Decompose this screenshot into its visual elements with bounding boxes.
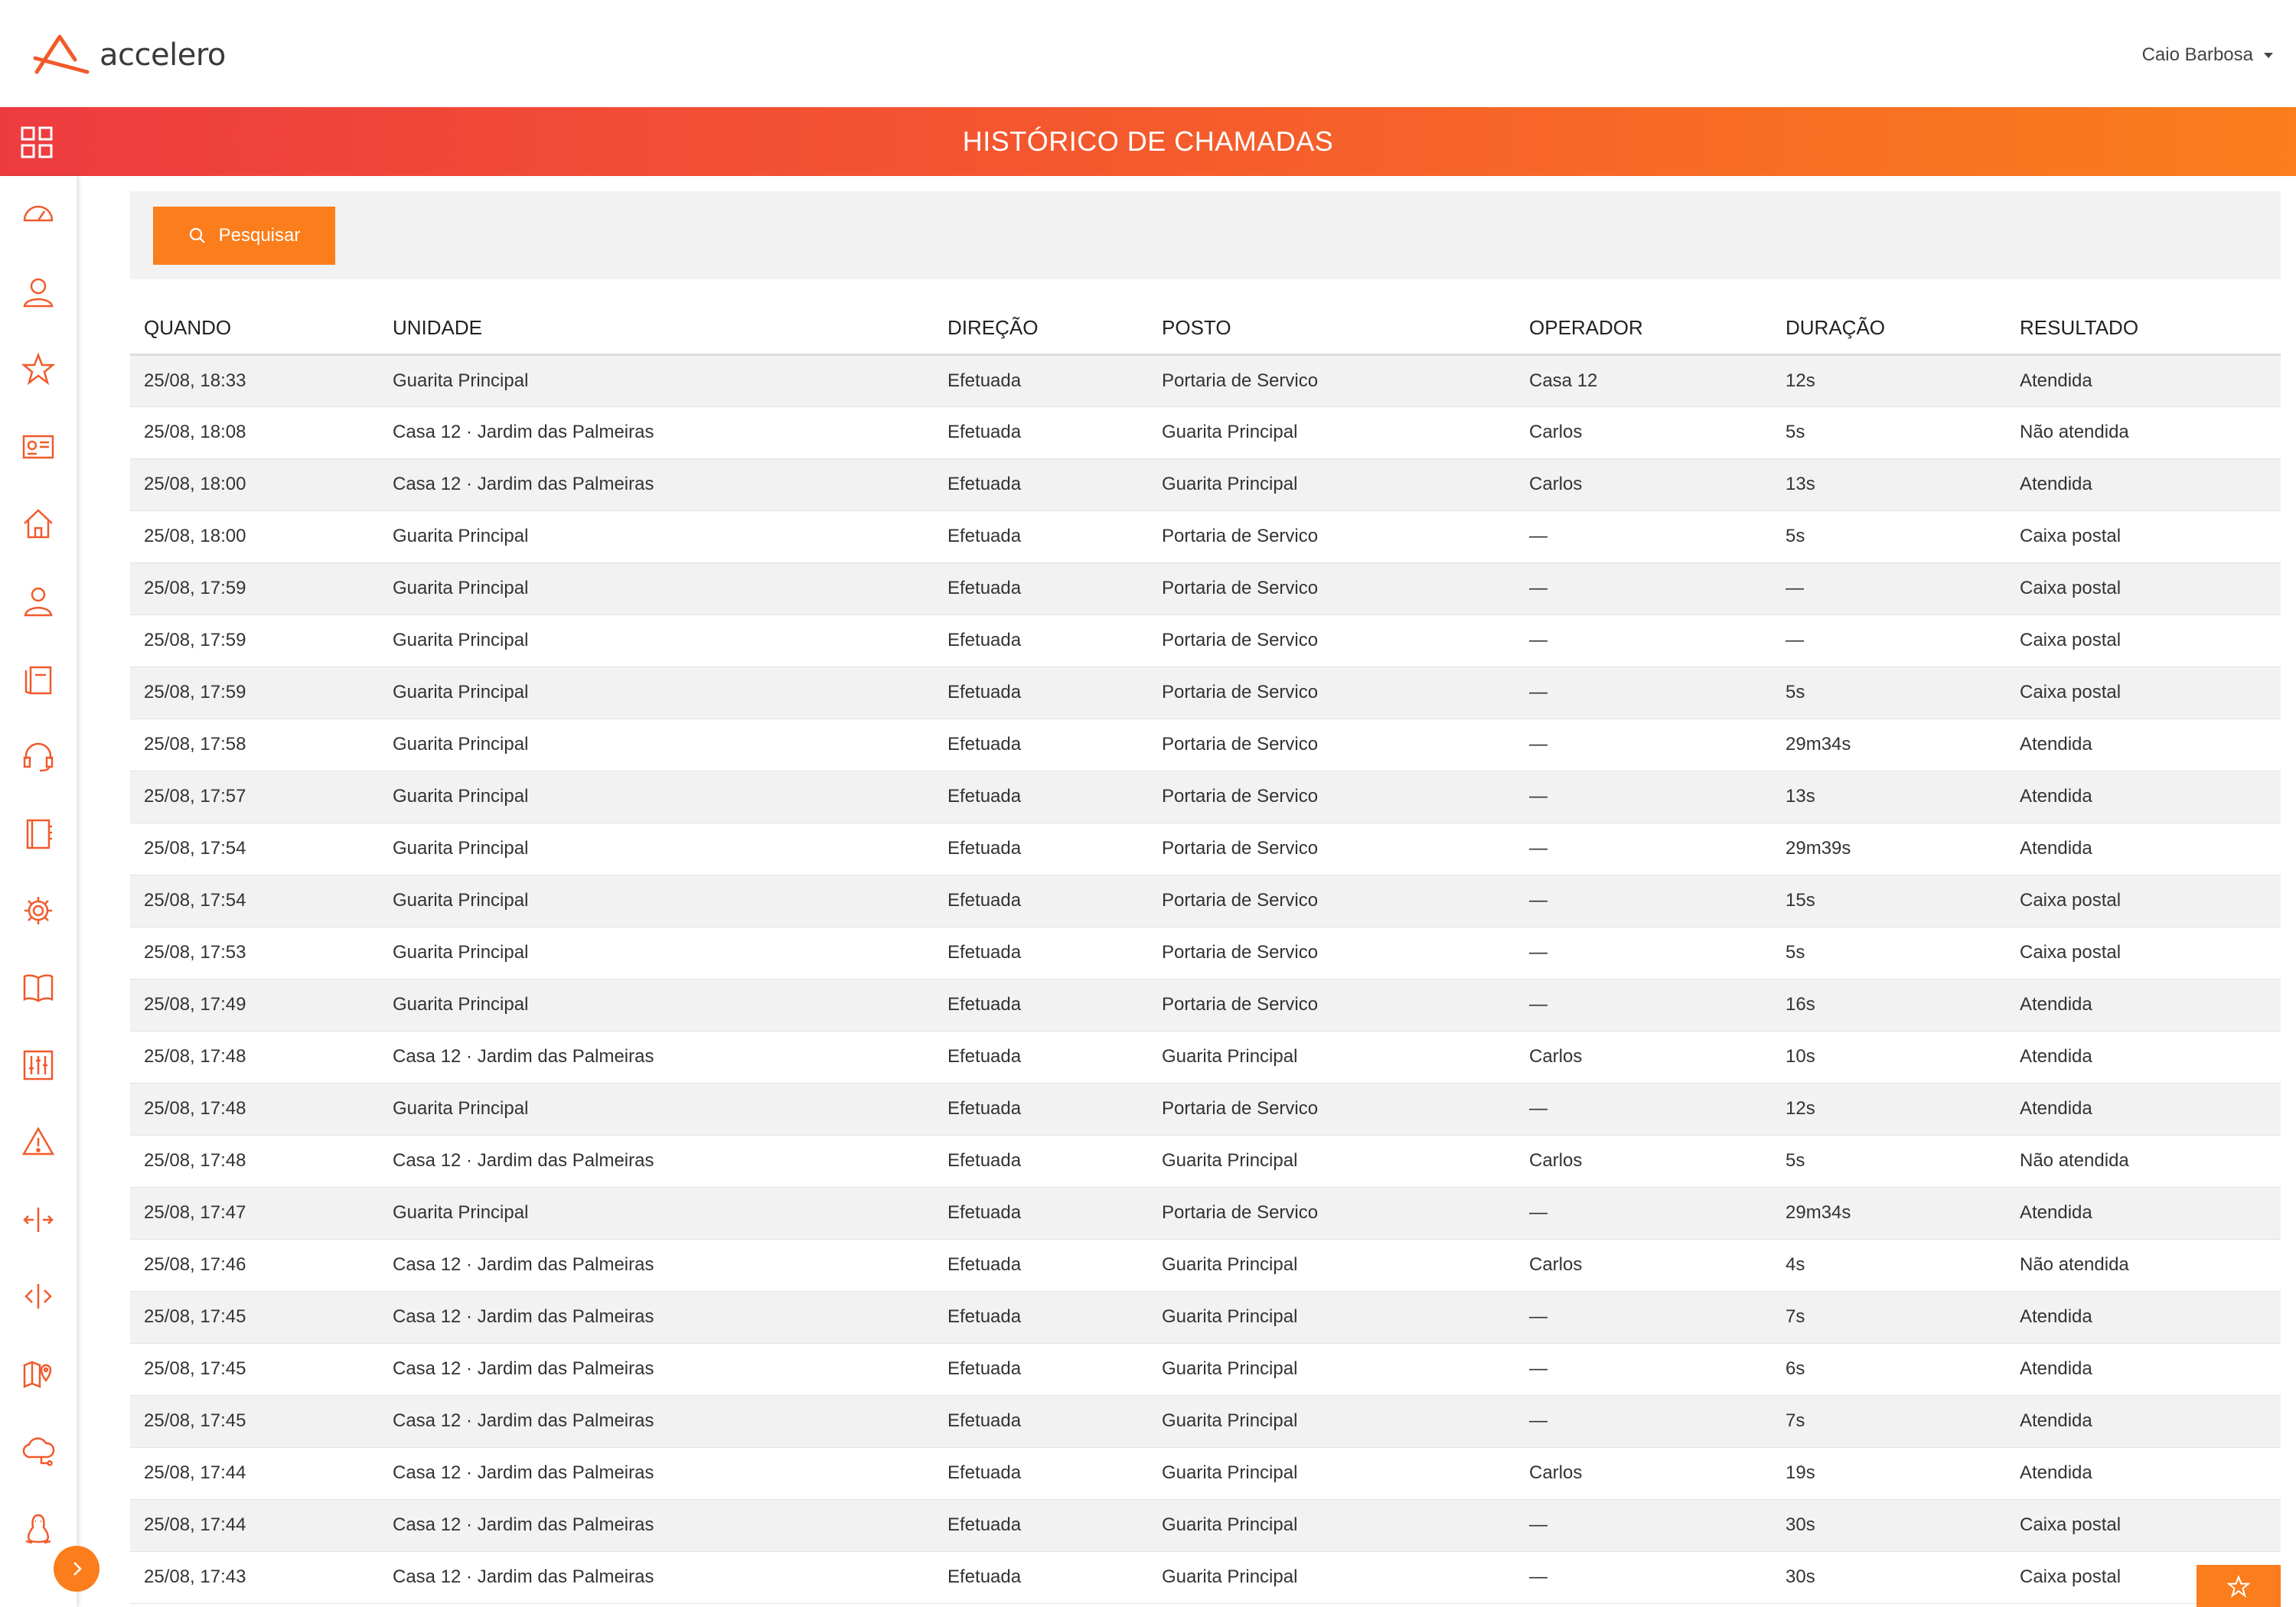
col-unidade-cell: Casa 12 · Jardim das Palmeiras [379,406,934,458]
col-resultado-cell: Atendida [2006,1031,2281,1083]
col-direcao-cell: Efetuada [934,771,1148,823]
book-icon[interactable] [20,969,57,1006]
col-direcao-cell: Efetuada [934,458,1148,510]
col-quando-cell: 25/08, 17:59 [130,614,379,667]
col-duracao-cell: 10s [1772,1031,2006,1083]
col-resultado-cell: Atendida [2006,719,2281,771]
col-unidade-cell: Guarita Principal [379,354,934,406]
col-operador-cell: — [1515,614,1772,667]
col-posto-cell: Portaria de Servico [1148,562,1515,614]
col-operador-cell: Carlos [1515,406,1772,458]
col-quando-cell: 25/08, 17:58 [130,719,379,771]
warning-icon[interactable] [20,1123,57,1160]
table-row[interactable] [130,667,2281,719]
table-row[interactable] [130,1291,2281,1343]
col-direcao-cell: Efetuada [934,1239,1148,1291]
col-unidade-cell: Guarita Principal [379,667,934,719]
accelero-logo[interactable] [32,31,226,80]
col-direcao-cell: Efetuada [934,562,1148,614]
col-resultado-cell: Caixa postal [2006,927,2281,979]
col-operador-cell: — [1515,979,1772,1031]
col-unidade-cell: Guarita Principal [379,771,934,823]
col-posto-cell: Guarita Principal [1148,1239,1515,1291]
col-direcao-cell: Efetuada [934,614,1148,667]
col-direcao-cell: Efetuada [934,354,1148,406]
col-quando-cell: 25/08, 17:59 [130,562,379,614]
documents-icon[interactable] [20,661,57,698]
filter-panel [130,191,2281,279]
col-duracao-cell: 5s [1772,510,2006,562]
col-direcao-cell: Efetuada [934,979,1148,1031]
col-operador-cell: Carlos [1515,1031,1772,1083]
table-row[interactable] [130,875,2281,927]
col-resultado-cell: Caixa postal [2006,875,2281,927]
col-duracao-cell: 30s [1772,1499,2006,1551]
col-posto-cell: Portaria de Servico [1148,719,1515,771]
col-posto-cell: Portaria de Servico [1148,979,1515,1031]
col-direcao-cell: Efetuada [934,667,1148,719]
col-posto-cell: Guarita Principal [1148,406,1515,458]
col-posto-cell: Guarita Principal [1148,1499,1515,1551]
col-unidade-cell: Guarita Principal [379,875,934,927]
col-duracao-cell: 13s [1772,771,2006,823]
col-operador-cell: — [1515,771,1772,823]
star-icon[interactable] [20,350,57,387]
col-posto-cell: Guarita Principal [1148,1031,1515,1083]
col-posto-cell: Guarita Principal [1148,1447,1515,1499]
table-row[interactable] [130,719,2281,771]
split-arrows-icon[interactable] [20,1201,57,1238]
col-posto-cell: Guarita Principal [1148,1551,1515,1603]
col-operador-cell: Carlos [1515,1239,1772,1291]
col-quando-cell: 25/08, 17:54 [130,875,379,927]
col-quando-cell: 25/08, 18:00 [130,510,379,562]
col-quando-cell: 25/08, 17:46 [130,1239,379,1291]
col-resultado-cell: Atendida [2006,1083,2281,1135]
col-resultado-cell: Atendida [2006,1343,2281,1395]
col-quando-cell: 25/08, 17:57 [130,771,379,823]
col-duracao-cell: 29m34s [1772,1187,2006,1239]
col-duracao-cell: 16s [1772,979,2006,1031]
col-operador-cell: — [1515,667,1772,719]
col-direcao-cell: Efetuada [934,1343,1148,1395]
col-posto-cell: Portaria de Servico [1148,510,1515,562]
col-resultado-cell: Atendida [2006,1447,2281,1499]
col-resultado-cell: Atendida [2006,458,2281,510]
map-pin-icon[interactable] [20,1356,57,1393]
search-icon [188,227,207,245]
col-posto-cell: Portaria de Servico [1148,614,1515,667]
table-row[interactable] [130,1499,2281,1551]
home-icon[interactable] [20,505,57,542]
col-resultado-cell: Atendida [2006,1395,2281,1447]
table-row[interactable] [130,406,2281,458]
table-row[interactable] [130,1239,2281,1291]
col-unidade-cell: Casa 12 · Jardim das Palmeiras [379,1551,934,1603]
linux-icon[interactable] [20,1511,57,1547]
col-resultado-cell: Não atendida [2006,1135,2281,1187]
col-operador-cell: — [1515,1187,1772,1239]
col-direcao-cell: Efetuada [934,406,1148,458]
table-row[interactable] [130,771,2281,823]
table-row[interactable] [130,1031,2281,1083]
col-unidade-cell: Guarita Principal [379,719,934,771]
col-unidade-header[interactable]: UNIDADE [379,302,934,354]
table-row[interactable] [130,979,2281,1031]
col-quando-cell: 25/08, 17:48 [130,1031,379,1083]
table-row[interactable] [130,927,2281,979]
col-direcao-cell: Efetuada [934,1083,1148,1135]
col-unidade-cell: Casa 12 · Jardim das Palmeiras [379,1343,934,1395]
table-row[interactable] [130,1343,2281,1395]
col-duracao-cell: 29m39s [1772,823,2006,875]
gear-icon[interactable] [20,892,57,929]
col-posto-cell: Guarita Principal [1148,458,1515,510]
col-operador-cell: Carlos [1515,1135,1772,1187]
col-resultado-cell: Caixa postal [2006,667,2281,719]
col-unidade-cell: Casa 12 · Jardim das Palmeiras [379,1135,934,1187]
col-quando-cell: 25/08, 18:08 [130,406,379,458]
col-quando-cell: 25/08, 17:54 [130,823,379,875]
col-quando-cell: 25/08, 17:53 [130,927,379,979]
star-icon [2227,1575,2250,1598]
col-direcao-cell: Efetuada [934,1135,1148,1187]
col-posto-cell: Portaria de Servico [1148,771,1515,823]
user-name: Caio Barbosa [2141,44,2253,65]
col-resultado-cell: Atendida [2006,1291,2281,1343]
search-button[interactable] [153,207,335,265]
col-duracao-cell: 5s [1772,406,2006,458]
col-unidade-cell: Casa 12 · Jardim das Palmeiras [379,1395,934,1447]
col-posto-cell: Portaria de Servico [1148,823,1515,875]
cloud-icon[interactable] [20,1433,57,1469]
code-icon[interactable] [20,1278,57,1315]
col-posto-cell: Portaria de Servico [1148,354,1515,406]
col-quando-cell: 25/08, 17:49 [130,979,379,1031]
caret-down-icon [2264,53,2273,58]
col-quando-cell: 25/08, 18:33 [130,354,379,406]
col-direcao-cell: Efetuada [934,1447,1148,1499]
col-duracao-cell: — [1772,614,2006,667]
col-operador-cell: — [1515,1551,1772,1603]
col-resultado-cell: Caixa postal [2006,562,2281,614]
col-resultado-header[interactable]: RESULTADO [2006,302,2281,354]
table-header-row [130,302,2281,354]
col-quando-cell: 25/08, 17:48 [130,1135,379,1187]
calls-table [130,302,2281,1604]
col-operador-cell: Carlos [1515,1447,1772,1499]
table-row[interactable] [130,354,2281,406]
col-posto-header[interactable]: POSTO [1148,302,1515,354]
col-quando-header[interactable]: QUANDO [130,302,379,354]
table-row[interactable] [130,614,2281,667]
col-direcao-cell: Efetuada [934,1551,1148,1603]
col-unidade-cell: Guarita Principal [379,823,934,875]
col-duracao-cell: 30s [1772,1551,2006,1603]
col-direcao-cell: Efetuada [934,510,1148,562]
col-unidade-cell: Casa 12 · Jardim das Palmeiras [379,458,934,510]
col-duracao-cell: 13s [1772,458,2006,510]
col-operador-cell: — [1515,875,1772,927]
col-unidade-cell: Guarita Principal [379,510,934,562]
col-resultado-cell: Não atendida [2006,1239,2281,1291]
col-operador-cell: — [1515,719,1772,771]
accelero-logo-mark [32,32,93,78]
col-direcao-cell: Efetuada [934,1187,1148,1239]
col-unidade-cell: Guarita Principal [379,1083,934,1135]
sidebar [0,176,77,1607]
top-bar [0,0,2296,107]
col-resultado-cell: Atendida [2006,1187,2281,1239]
col-duracao-cell: — [1772,562,2006,614]
dashboard-gauge-icon[interactable] [20,196,57,233]
col-posto-cell: Guarita Principal [1148,1135,1515,1187]
favorite-button[interactable] [2197,1565,2281,1607]
col-unidade-cell: Casa 12 · Jardim das Palmeiras [379,1499,934,1551]
col-direcao-cell: Efetuada [934,875,1148,927]
page-banner [0,107,2296,176]
col-resultado-cell: Atendida [2006,979,2281,1031]
col-unidade-cell: Guarita Principal [379,562,934,614]
col-posto-cell: Portaria de Servico [1148,927,1515,979]
col-posto-cell: Portaria de Servico [1148,1187,1515,1239]
col-direcao-cell: Efetuada [934,719,1148,771]
search-button-label: Pesquisar [218,225,301,246]
person-icon[interactable] [20,583,57,620]
col-operador-cell: — [1515,927,1772,979]
col-duracao-cell: 29m34s [1772,719,2006,771]
table-row[interactable] [130,1187,2281,1239]
col-operador-cell: — [1515,1343,1772,1395]
logo-text: accelero [99,37,226,73]
col-unidade-cell: Casa 12 · Jardim das Palmeiras [379,1447,934,1499]
col-posto-cell: Guarita Principal [1148,1291,1515,1343]
col-unidade-cell: Guarita Principal [379,614,934,667]
col-quando-cell: 25/08, 17:47 [130,1187,379,1239]
table-row[interactable] [130,1395,2281,1447]
col-operador-cell: — [1515,1083,1772,1135]
col-operador-cell: — [1515,562,1772,614]
page-title: HISTÓRICO DE CHAMADAS [962,125,1334,157]
col-resultado-cell: Não atendida [2006,406,2281,458]
col-duracao-cell: 5s [1772,927,2006,979]
col-resultado-cell: Caixa postal [2006,510,2281,562]
col-quando-cell: 25/08, 17:43 [130,1551,379,1603]
col-duracao-cell: 5s [1772,667,2006,719]
col-duracao-cell: 12s [1772,354,2006,406]
col-operador-cell: — [1515,510,1772,562]
col-direcao-cell: Efetuada [934,1031,1148,1083]
col-duracao-cell: 6s [1772,1343,2006,1395]
col-operador-cell: Casa 12 [1515,354,1772,406]
table-row[interactable] [130,510,2281,562]
col-unidade-cell: Casa 12 · Jardim das Palmeiras [379,1031,934,1083]
col-duracao-cell: 4s [1772,1239,2006,1291]
table-row[interactable] [130,562,2281,614]
col-operador-cell: — [1515,1395,1772,1447]
col-unidade-cell: Guarita Principal [379,927,934,979]
col-quando-cell: 25/08, 17:44 [130,1499,379,1551]
col-duracao-cell: 15s [1772,875,2006,927]
col-duracao-cell: 5s [1772,1135,2006,1187]
col-resultado-cell: Atendida [2006,354,2281,406]
sliders-icon[interactable] [20,1047,57,1084]
col-duracao-cell: 7s [1772,1395,2006,1447]
col-direcao-cell: Efetuada [934,1395,1148,1447]
id-card-icon[interactable] [20,429,57,465]
col-quando-cell: 25/08, 17:44 [130,1447,379,1499]
user-icon[interactable] [20,274,57,311]
col-quando-cell: 25/08, 17:45 [130,1395,379,1447]
col-unidade-cell: Casa 12 · Jardim das Palmeiras [379,1291,934,1343]
table-body [130,354,2281,1603]
col-resultado-cell: Atendida [2006,823,2281,875]
col-direcao-cell: Efetuada [934,1291,1148,1343]
col-operador-cell: — [1515,1291,1772,1343]
table-row[interactable] [130,1551,2281,1603]
table-row[interactable] [130,823,2281,875]
calls-table-container [130,302,2281,1604]
col-duracao-cell: 12s [1772,1083,2006,1135]
col-quando-cell: 25/08, 17:48 [130,1083,379,1135]
col-duracao-cell: 19s [1772,1447,2006,1499]
user-menu[interactable] [2142,44,2273,66]
col-duracao-cell: 7s [1772,1291,2006,1343]
col-resultado-cell: Caixa postal [2006,614,2281,667]
col-posto-cell: Guarita Principal [1148,1343,1515,1395]
table-row[interactable] [130,1447,2281,1499]
col-posto-cell: Portaria de Servico [1148,667,1515,719]
col-direcao-cell: Efetuada [934,823,1148,875]
chevron-right-icon [67,1560,86,1578]
col-resultado-cell: Caixa postal [2006,1551,2281,1603]
col-posto-cell: Portaria de Servico [1148,1083,1515,1135]
col-quando-cell: 25/08, 18:00 [130,458,379,510]
notebook-icon[interactable] [20,816,57,852]
col-unidade-cell: Guarita Principal [379,979,934,1031]
col-duracao-header[interactable]: DURAÇÃO [1772,302,2006,354]
table-row[interactable] [130,458,2281,510]
col-resultado-cell: Atendida [2006,771,2281,823]
col-operador-header[interactable]: OPERADOR [1515,302,1772,354]
table-row[interactable] [130,1083,2281,1135]
col-direcao-cell: Efetuada [934,1499,1148,1551]
sidebar-expand-button[interactable] [54,1546,99,1592]
col-posto-cell: Portaria de Servico [1148,875,1515,927]
col-quando-cell: 25/08, 17:45 [130,1291,379,1343]
col-resultado-cell: Caixa postal [2006,1499,2281,1551]
col-unidade-cell: Casa 12 · Jardim das Palmeiras [379,1239,934,1291]
col-quando-cell: 25/08, 17:45 [130,1343,379,1395]
col-quando-cell: 25/08, 17:59 [130,667,379,719]
apps-grid-icon[interactable] [20,125,54,159]
col-operador-cell: — [1515,1499,1772,1551]
col-operador-cell: — [1515,823,1772,875]
col-posto-cell: Guarita Principal [1148,1395,1515,1447]
col-unidade-cell: Guarita Principal [379,1187,934,1239]
col-direcao-header[interactable]: DIREÇÃO [934,302,1148,354]
col-direcao-cell: Efetuada [934,927,1148,979]
col-operador-cell: Carlos [1515,458,1772,510]
headset-icon[interactable] [20,738,57,774]
table-row[interactable] [130,1135,2281,1187]
